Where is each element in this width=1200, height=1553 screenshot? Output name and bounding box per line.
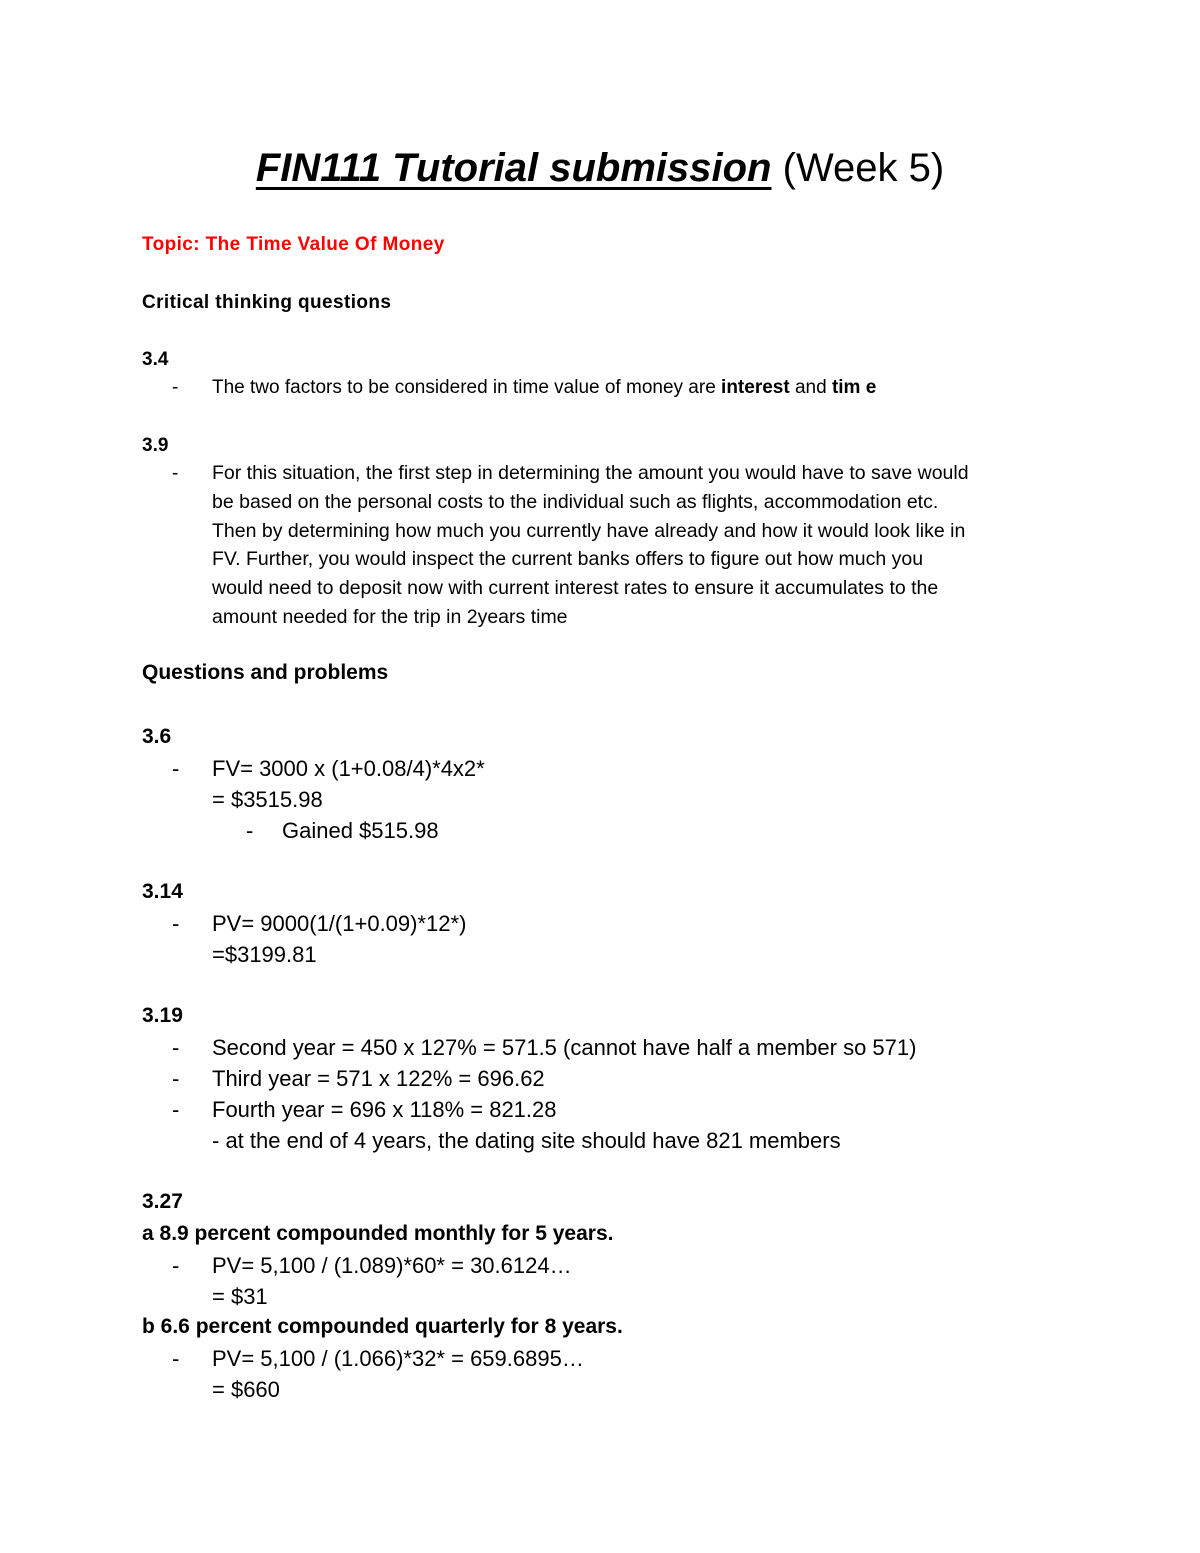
- answer-3-6-gain: Gained $515.98: [282, 818, 439, 843]
- title-main: FIN111 Tutorial submission: [255, 146, 772, 190]
- answer-3-9-line: For this situation, the first step in determining the amount you would have to save would: [212, 462, 969, 484]
- answer-3-14-result: =$3199.81: [212, 942, 317, 967]
- bullet-dash: -: [172, 1035, 180, 1060]
- title-suffix: (Week 5): [782, 146, 945, 190]
- answer-3-19-conclusion: - at the end of 4 years, the dating site should have 821 members: [212, 1128, 841, 1153]
- answer-3-4-bold-time: tim e: [831, 377, 877, 398]
- answer-3-19-second-year: Second year = 450 x 127% = 571.5 (cannot have half a member so 571): [212, 1035, 917, 1060]
- answer-3-9-paragraph: [212, 459, 1062, 632]
- question-number-3-9: 3.9: [142, 435, 169, 456]
- answer-3-6-formula: FV= 3000 x (1+0.08/4)*4x2*: [212, 756, 485, 781]
- answer-3-27b-result: = $660: [212, 1377, 280, 1402]
- part-a-heading: a 8.9 percent compounded monthly for 5 years.: [142, 1222, 614, 1245]
- question-number-3-19: 3.19: [142, 1004, 183, 1027]
- answer-3-4-bold-interest: interest: [721, 377, 790, 398]
- answer-3-4: [212, 377, 876, 399]
- answer-3-14-formula: PV= 9000(1/(1+0.09)*12*): [212, 911, 467, 936]
- bullet-dash: -: [172, 1066, 180, 1091]
- document-title: [0, 140, 1200, 196]
- answer-3-9-line: FV. Further, you would inspect the current banks offers to figure out how much you: [212, 548, 924, 571]
- part-b-heading: b 6.6 percent compounded quarterly for 8 years.: [142, 1315, 623, 1338]
- question-number-3-14: 3.14: [142, 880, 183, 903]
- topic-line: Topic: The Time Value Of Money: [142, 234, 445, 255]
- bullet-dash: -: [172, 1346, 180, 1371]
- answer-3-9-line: be based on the personal costs to the individual such as flights, accommodation etc.: [212, 490, 939, 513]
- answer-3-9-line: would need to deposit now with current interest rates to ensure it accumulates to the: [212, 577, 939, 600]
- answer-3-27b-formula: PV= 5,100 / (1.066)*32* = 659.6895…: [212, 1346, 584, 1371]
- answer-3-6-result: = $3515.98: [212, 787, 323, 812]
- bullet-dash: -: [172, 463, 179, 484]
- bullet-dash: -: [172, 756, 180, 781]
- sub-bullet-dash: -: [246, 818, 254, 843]
- bullet-dash: -: [172, 377, 179, 398]
- answer-3-27a-formula: PV= 5,100 / (1.089)*60* = 30.6124…: [212, 1253, 572, 1278]
- answer-3-9-line: Then by determining how much you currently have already and how it would look like in: [212, 519, 966, 542]
- bullet-dash: -: [172, 1253, 180, 1278]
- question-number-3-27: 3.27: [142, 1190, 183, 1213]
- answer-3-4-text-before: The two factors to be considered in time value of money are: [212, 377, 722, 398]
- answer-3-4-text-mid: and: [789, 377, 832, 398]
- critical-thinking-heading: Critical thinking questions: [142, 292, 392, 313]
- answer-3-19-third-year: Third year = 571 x 122% = 696.62: [212, 1066, 545, 1091]
- question-number-3-4: 3.4: [142, 349, 169, 370]
- bullet-dash: -: [172, 911, 180, 936]
- questions-problems-heading: Questions and problems: [142, 661, 389, 684]
- answer-3-27a-result: = $31: [212, 1284, 268, 1309]
- answer-3-9-line: amount needed for the trip in 2years time: [212, 605, 568, 628]
- bullet-dash: -: [172, 1097, 180, 1122]
- question-number-3-6: 3.6: [142, 725, 172, 748]
- answer-3-19-fourth-year: Fourth year = 696 x 118% = 821.28: [212, 1097, 557, 1122]
